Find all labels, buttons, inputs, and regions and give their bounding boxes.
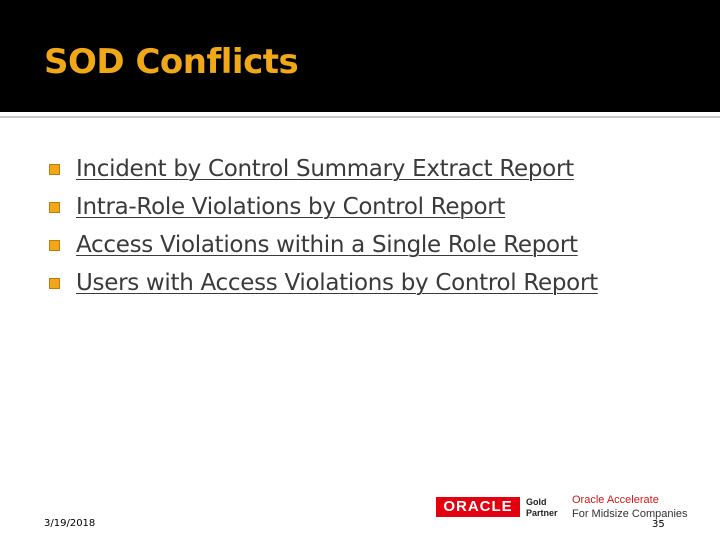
bullet-item [46, 150, 686, 188]
report-link-single-role[interactable]: Access Violations within a Single Role Report [76, 232, 578, 258]
page-number: 35 [652, 519, 665, 530]
bullet-list [46, 150, 686, 302]
report-link-users-violations[interactable]: Users with Access Violations by Control Report [76, 270, 598, 296]
report-link-intra-role[interactable]: Intra-Role Violations by Control Report [76, 194, 506, 220]
bullet-item [46, 264, 686, 302]
bullet-item [46, 188, 686, 226]
gold-partner-label [526, 497, 558, 519]
program-line1: Oracle Accelerate [572, 494, 659, 506]
square-bullet-icon [49, 278, 60, 289]
square-bullet-icon [49, 202, 60, 213]
title-divider [0, 116, 720, 118]
square-bullet-icon [49, 240, 60, 251]
slide-title: SOD Conflicts [44, 42, 299, 82]
footer-date: 3/19/2018 [44, 518, 96, 529]
partner-tier-line1: Gold [526, 497, 547, 507]
square-bullet-icon [49, 164, 60, 175]
program-line2: For Midsize Companies [572, 508, 688, 520]
report-link-incident-summary[interactable]: Incident by Control Summary Extract Report [76, 156, 574, 182]
accelerate-program-label [572, 493, 688, 521]
bullet-item [46, 226, 686, 264]
oracle-logo: ORACLE [436, 497, 520, 517]
partner-tier-line2: Partner [526, 508, 558, 518]
